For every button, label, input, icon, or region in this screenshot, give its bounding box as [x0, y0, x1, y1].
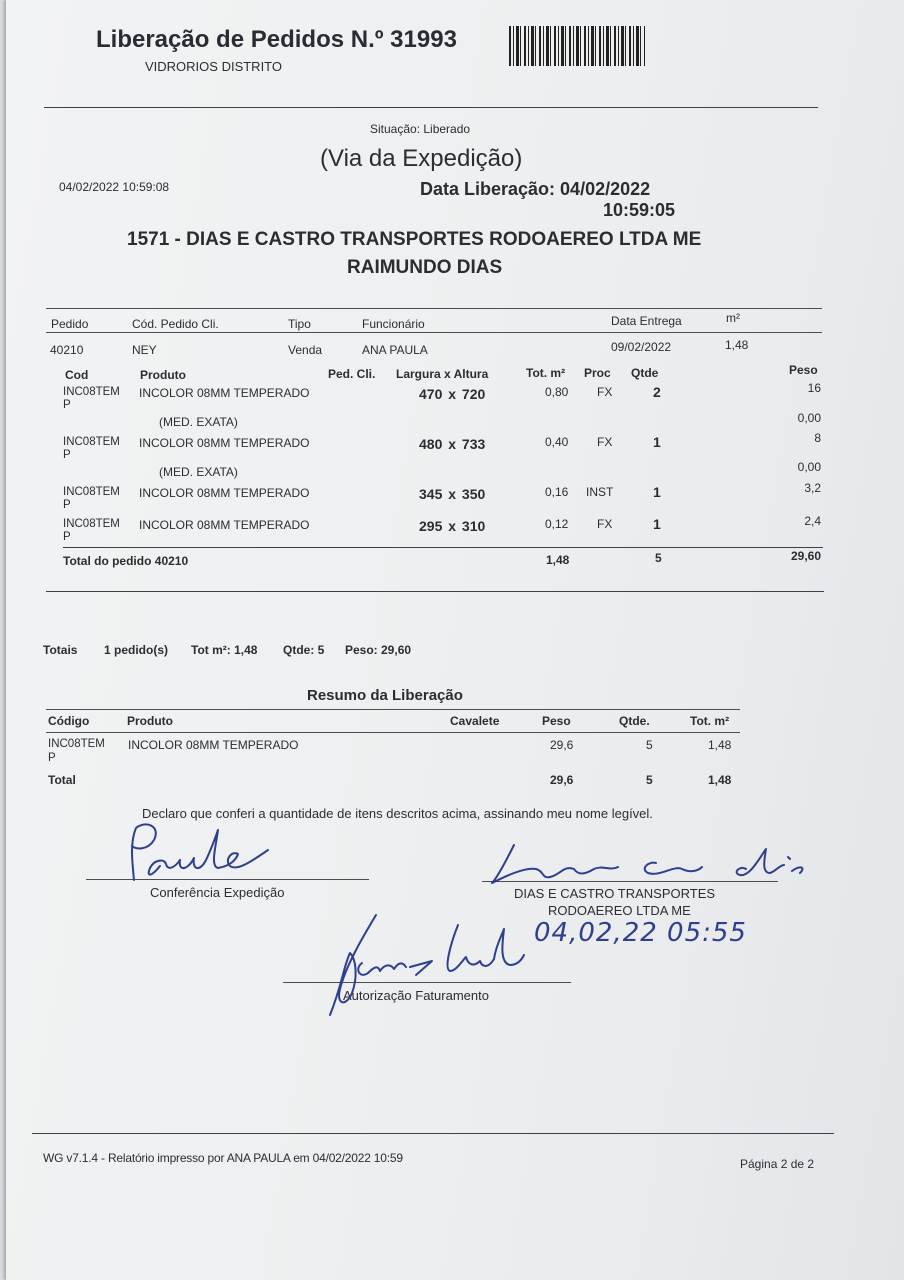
- summary-total-peso: 29,6: [550, 773, 574, 787]
- company-name: VIDRORIOS DISTRITO: [145, 59, 282, 74]
- divider: [46, 732, 740, 733]
- order-cod-cli: NEY: [132, 343, 157, 357]
- item-cod: INC08TEM: [63, 386, 120, 398]
- item-proc: FX: [597, 435, 613, 449]
- items-col-peso: Peso: [789, 363, 818, 377]
- item-tot: 0,80: [545, 385, 569, 399]
- summary-tot: 1,48: [708, 738, 732, 752]
- summary-col-peso: Peso: [542, 714, 571, 728]
- totals-qtde: Qtde: 5: [283, 643, 325, 657]
- order-pedido: 40210: [50, 343, 84, 357]
- col-data-entrega: Data Entrega: [611, 314, 682, 328]
- divider: [32, 1133, 834, 1134]
- order-funcionario: ANA PAULA: [362, 343, 428, 357]
- item-dims: 470 x 720: [419, 386, 486, 402]
- release-time: 10:59:05: [603, 200, 676, 220]
- item-cod-suffix: P: [63, 499, 71, 511]
- summary-title: Resumo da Liberação: [307, 687, 463, 704]
- summary-produto: INCOLOR 08MM TEMPERADO: [128, 738, 299, 752]
- item-proc: INST: [586, 485, 614, 499]
- item-dims: 295 x 310: [419, 518, 486, 534]
- item-note-peso: 0,00: [797, 460, 821, 474]
- totals-label: Totais: [43, 643, 78, 657]
- item-note: (MED. EXATA): [159, 415, 238, 429]
- order-total-tot: 1,48: [546, 553, 570, 567]
- item-peso: 8: [814, 431, 821, 445]
- divider: [63, 547, 823, 548]
- client-name: 1571 - DIAS E CASTRO TRANSPORTES RODOAEREO LTDA ME: [127, 229, 702, 250]
- client-contact: RAIMUNDO DIAS: [347, 257, 503, 278]
- item-cod-suffix: P: [63, 449, 71, 461]
- item-cod: INC08TEM: [63, 518, 120, 530]
- page-number: Página 2 de 2: [740, 1157, 815, 1171]
- totals-peso: Peso: 29,60: [345, 643, 412, 657]
- summary-total-tot: 1,48: [708, 773, 732, 787]
- divider: [46, 308, 822, 309]
- item-produto: INCOLOR 08MM TEMPERADO: [139, 436, 310, 450]
- footer-report-info: WG v7.1.4 - Relatório impresso por ANA PAULA em 04/02/2022 10:59: [43, 1151, 403, 1165]
- order-total-qtde: 5: [655, 551, 662, 565]
- item-note: (MED. EXATA): [159, 465, 238, 479]
- printed-at: 04/02/2022 10:59:08: [59, 180, 170, 194]
- summary-col-cavalete: Cavalete: [450, 714, 500, 728]
- item-proc: FX: [597, 385, 613, 399]
- order-data-entrega: 09/02/2022: [611, 340, 672, 354]
- items-col-dims: Largura x Altura: [396, 367, 489, 381]
- col-cod-cli: Cód. Pedido Cli.: [132, 317, 219, 331]
- item-tot: 0,40: [545, 435, 569, 449]
- summary-col-tot: Tot. m²: [690, 714, 730, 728]
- signature-autorizacao-icon: [306, 905, 526, 1020]
- summary-cod: INC08TEM: [48, 738, 105, 750]
- conferencia-caption: Conferência Expedição: [150, 885, 285, 900]
- signature-client-icon: [484, 835, 814, 895]
- via-label: (Via da Expedição): [320, 145, 523, 172]
- order-tipo: Venda: [288, 343, 323, 357]
- status-text: Situação: Liberado: [370, 122, 471, 136]
- divider: [46, 591, 824, 592]
- barcode-icon: [509, 26, 645, 66]
- summary-total-label: Total: [48, 773, 76, 787]
- item-produto: INCOLOR 08MM TEMPERADO: [139, 518, 310, 532]
- order-total-peso: 29,60: [790, 549, 821, 563]
- col-pedido: Pedido: [51, 317, 89, 331]
- item-qtde: 1: [653, 484, 661, 500]
- item-note-peso: 0,00: [797, 411, 821, 425]
- item-qtde: 2: [653, 384, 661, 400]
- item-peso: 2,4: [804, 514, 821, 528]
- items-col-proc: Proc: [584, 366, 611, 380]
- item-qtde: 1: [653, 516, 661, 532]
- declaration-text: Declaro que conferi a quantidade de itens descritos acima, assinando meu nome legível.: [142, 806, 653, 821]
- totals-tot: Tot m²: 1,48: [191, 643, 258, 657]
- signature-conferencia-icon: [106, 820, 296, 890]
- client-sign-caption-1: DIAS E CASTRO TRANSPORTES: [514, 886, 716, 901]
- item-cod: INC08TEM: [63, 486, 120, 498]
- totals-pedidos: 1 pedido(s): [104, 643, 169, 657]
- col-funcionario: Funcionário: [362, 317, 425, 331]
- items-col-qtde: Qtde: [631, 366, 659, 380]
- item-cod-suffix: P: [63, 399, 71, 411]
- col-m2: m²: [726, 311, 740, 325]
- summary-peso: 29,6: [550, 738, 574, 752]
- items-col-tot: Tot. m²: [526, 366, 566, 380]
- item-qtde: 1: [653, 434, 661, 450]
- summary-qtde: 5: [646, 738, 653, 752]
- item-dims: 345 x 350: [419, 486, 486, 502]
- divider: [46, 709, 740, 710]
- item-tot: 0,16: [545, 485, 569, 499]
- client-sign-caption-2: RODOAEREO LTDA ME: [548, 903, 691, 918]
- summary-total-qtde: 5: [646, 773, 653, 787]
- item-cod-suffix: P: [63, 531, 71, 543]
- item-proc: FX: [597, 517, 613, 531]
- summary-col-codigo: Código: [48, 714, 90, 728]
- summary-col-produto: Produto: [127, 714, 173, 728]
- divider: [44, 107, 818, 108]
- divider: [46, 332, 822, 333]
- order-m2: 1,48: [725, 338, 749, 352]
- release-date: Data Liberação: 04/02/2022: [420, 179, 651, 199]
- item-tot: 0,12: [545, 517, 569, 531]
- document-page: [6, 0, 904, 1280]
- items-col-ped-cli: Ped. Cli.: [328, 367, 376, 381]
- items-col-produto: Produto: [140, 368, 186, 382]
- summary-cod-suffix: P: [48, 752, 56, 764]
- autorizacao-caption: Autorização Faturamento: [343, 988, 489, 1003]
- col-tipo: Tipo: [288, 317, 311, 331]
- item-dims: 480 x 733: [419, 436, 486, 452]
- item-peso: 3,2: [804, 481, 821, 495]
- order-total-label: Total do pedido 40210: [63, 554, 189, 568]
- item-produto: INCOLOR 08MM TEMPERADO: [139, 386, 310, 400]
- summary-col-qtde: Qtde.: [619, 714, 650, 728]
- handwritten-date: 04,02,22 05:55: [534, 918, 747, 948]
- item-peso: 16: [807, 381, 821, 395]
- page-title: Liberação de Pedidos N.º 31993: [96, 26, 457, 53]
- items-col-cod: Cod: [65, 368, 89, 382]
- item-cod: INC08TEM: [63, 436, 120, 448]
- item-produto: INCOLOR 08MM TEMPERADO: [139, 486, 310, 500]
